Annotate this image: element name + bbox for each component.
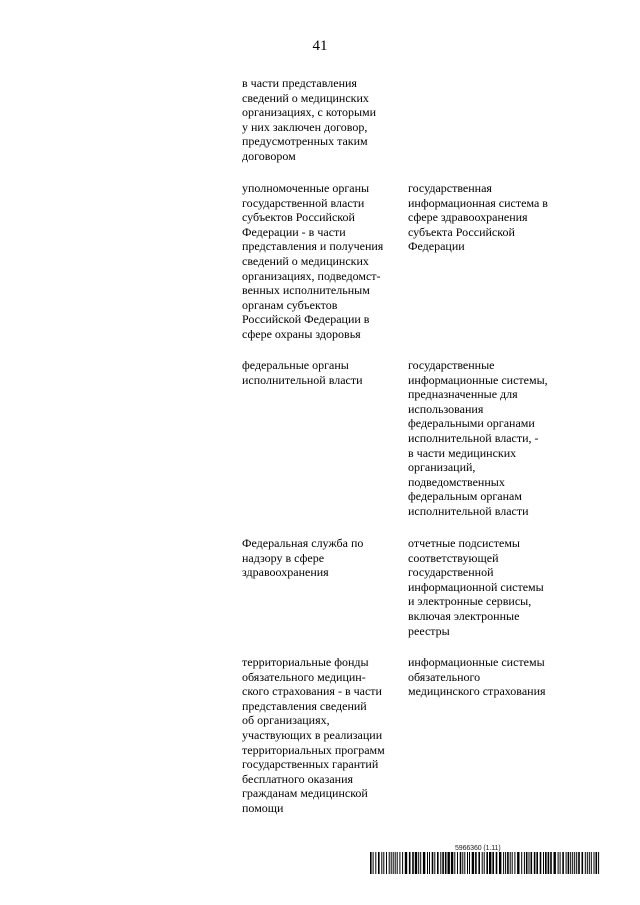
row-left-cell: Федеральная служба по надзору в сфере здравоохранения <box>242 536 364 580</box>
row-right-cell: отчетные подсистемы соответствующей государственной информационной системы и электронные сервисы, включая электронные реестры <box>408 536 544 638</box>
row-right-cell: государственные информационные системы, предназначенные для использования федеральными органами исполнительной власти, - в части медицинских организаций, подведомственных федеральным органам исполнительной власти <box>408 358 548 518</box>
row-left-cell: уполномоченные органы государственной власти субъектов Российской Федерации - в части представления и получения сведений о медицинских организациях, подведомст- венных исполнительным органам субъектов Российской Федерации в сфере охраны здоровья <box>242 181 384 341</box>
row-left-cell: в части представления сведений о медицинских организациях, с которыми у них заключен договор, предусмотренных таким договором <box>242 76 377 163</box>
row-left-cell: территориальные фонды обязательного медицин- ского страхования - в части представления сведений об организациях, участвующих в реализации территориальных программ государственных гарантий бесплатного оказания гражданам медицинской помощи <box>242 655 385 815</box>
barcode-icon <box>370 852 601 874</box>
row-right-cell: государственная информационная система в сфере здравоохранения субъекта Российской Федерации <box>408 181 548 254</box>
document-code-label: 5966360 (1.11) <box>455 845 501 852</box>
row-left-cell: федеральные органы исполнительной власти <box>242 358 363 387</box>
page-number: 41 <box>312 38 328 54</box>
row-right-cell: информационные системы обязательного медицинского страхования <box>408 655 546 699</box>
